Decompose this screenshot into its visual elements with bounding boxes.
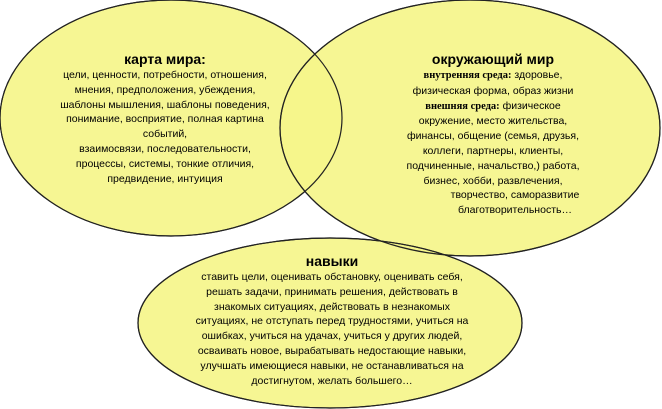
skills-line: ставить цели, оценивать обстановку, оценивать себя, (201, 271, 463, 283)
map-text (20, 68, 310, 186)
skills-line: осваивать новое, вырабатывать недостающие навыки, (197, 344, 467, 357)
map-line: взаимосвязи, последовательности, (79, 142, 251, 155)
world-line: подчиненные, начальство,) работа, (406, 159, 580, 172)
world-line: творчество, саморазвитие (450, 189, 580, 202)
map-title: карта мира: (124, 51, 206, 67)
map-line: мнения, предположения, убеждения, (74, 83, 256, 96)
skills-title: навыки (305, 253, 359, 269)
world-line: коллеги, партнеры, клиенты, (422, 144, 564, 157)
world-line: финансы, общение (семья, друзья, (407, 130, 579, 143)
world-line: благотворительность… (458, 204, 572, 217)
skills-line: знакомых ситуациях, действовать в незнакомых (214, 300, 450, 313)
skills-block (162, 252, 502, 388)
map-line: процессы, системы, тонкие отличия, (75, 157, 255, 170)
skills-line: улучшать имеющиеся навыки, не останавливаться на (200, 359, 464, 372)
world-title: окружающий мир (431, 51, 555, 67)
map-line: предвидение, интуиция (107, 172, 223, 185)
world-line: физическая форма, образ жизни (412, 84, 574, 97)
map-line: событий, (142, 128, 188, 141)
skills-line: решать задачи, принимать решения, действовать в (206, 285, 458, 298)
map-block (20, 50, 310, 186)
world-block (368, 50, 618, 218)
world-inner-line (368, 68, 618, 84)
world-line: бизнес, хобби, развлечения, (423, 174, 563, 187)
outer-env-label: внешняя среда: (425, 100, 500, 112)
outer-env-text: физическое (499, 99, 561, 112)
map-line: понимание, восприятие, полная картина (66, 113, 264, 126)
skills-line: ситуациях, не отступать перед трудностями, учиться на (195, 315, 469, 328)
inner-env-label: внутренняя среда: (423, 70, 512, 81)
world-outer-line (368, 99, 618, 115)
skills-text (162, 270, 502, 388)
skills-line: ошибках, учиться на удачах, учиться у других людей, (201, 330, 463, 343)
skills-line: достигнутом, желать большего… (251, 374, 413, 387)
map-line: цели, ценности, потребности, отношения, (63, 69, 267, 81)
world-text (368, 68, 618, 218)
map-line: шаблоны мышления, шаблоны поведения, (60, 98, 270, 111)
world-line: окружение, место жительства, (418, 115, 568, 128)
inner-env-text: здоровье, (511, 69, 563, 81)
